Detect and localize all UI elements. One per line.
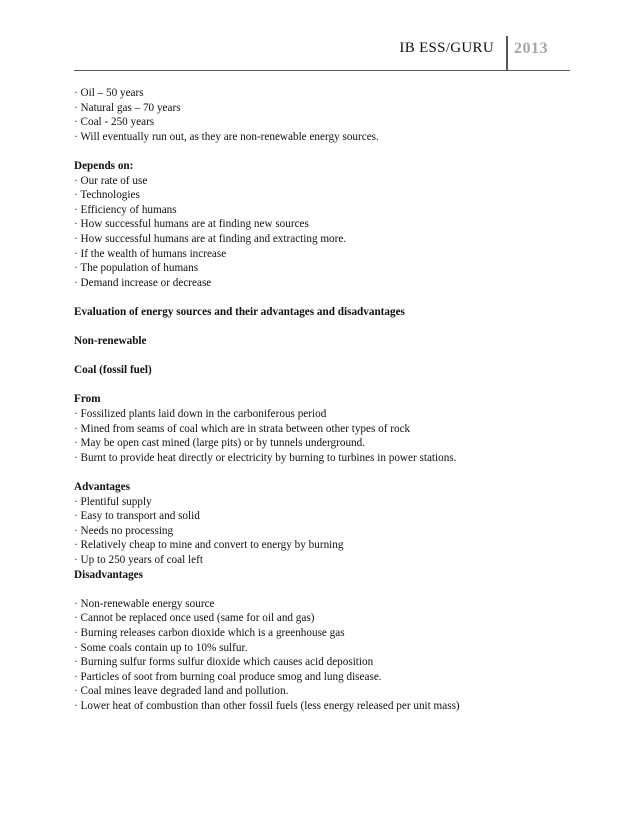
section-heading: Depends on: (74, 159, 134, 172)
bullet-line: · Demand increase or decrease (74, 276, 212, 289)
section-heading: Advantages (74, 481, 130, 494)
bullet-line: · Plentiful supply (74, 495, 152, 508)
section-heading: From (74, 393, 101, 406)
bullet-line: · Particles of soot from burning coal produce smog and lung disease. (74, 670, 382, 683)
bullet-line: · Some coals contain up to 10% sulfur. (74, 641, 248, 654)
paragraph-gap (74, 378, 574, 393)
bullet-line: · How successful humans are at finding new sources (74, 218, 309, 231)
header-title: IB ESS/GURU (399, 40, 494, 56)
bullet-line: · Coal - 250 years (74, 116, 155, 129)
section-heading: Coal (fossil fuel) (74, 364, 152, 377)
header-separator (506, 36, 508, 70)
bullet-line: · Cannot be replaced once used (same for oil and gas) (74, 612, 315, 625)
bullet-line: · If the wealth of humans increase (74, 247, 227, 260)
section-heading: Non-renewable (74, 335, 147, 348)
paragraph-gap (74, 290, 574, 305)
bullet-line: · How successful humans are at finding and extracting more. (74, 232, 347, 245)
bullet-line: · Efficiency of humans (74, 203, 177, 216)
paragraph-gap (74, 465, 574, 480)
paragraph-gap (74, 349, 574, 364)
bullet-line: · Technologies (74, 189, 140, 202)
header-year: 2013 (514, 40, 548, 57)
bullet-line: · Fossilized plants laid down in the carboniferous period (74, 408, 327, 421)
document-body (74, 86, 574, 714)
bullet-line: · Non-renewable energy source (74, 597, 215, 610)
bullet-line: · Burning releases carbon dioxide which is a greenhouse gas (74, 626, 345, 639)
bullet-line: · Burning sulfur forms sulfur dioxide which causes acid deposition (74, 656, 374, 669)
bullet-line: · May be open cast mined (large pits) or by tunnels underground. (74, 437, 366, 450)
bullet-line: · Natural gas – 70 years (74, 101, 181, 114)
bullet-line: · Oil – 50 years (74, 87, 144, 99)
bullet-line: · Will eventually run out, as they are non-renewable energy sources. (74, 130, 379, 143)
header-rule (74, 70, 570, 71)
bullet-line: · Our rate of use (74, 174, 148, 187)
bullet-line: · Mined from seams of coal which are in strata between other types of rock (74, 422, 411, 435)
paragraph-gap (74, 582, 574, 597)
bullet-line: · Burnt to provide heat directly or electricity by burning to turbines in power stations. (74, 451, 457, 464)
section-heading: Evaluation of energy sources and their advantages and disadvantages (74, 305, 405, 318)
bullet-line: · Easy to transport and solid (74, 510, 200, 523)
bullet-line: · Up to 250 years of coal left (74, 554, 203, 566)
bullet-line: · Coal mines leave degraded land and pollution. (74, 685, 289, 698)
paragraph-gap (74, 320, 574, 335)
bullet-line: · Relatively cheap to mine and convert to energy by burning (74, 539, 344, 552)
paragraph-gap (74, 144, 574, 159)
bullet-line: · Needs no processing (74, 524, 174, 537)
bullet-line: · Lower heat of combustion than other fossil fuels (less energy released per unit mass) (74, 699, 460, 712)
page-header (0, 36, 570, 72)
bullet-line: · The population of humans (74, 262, 199, 275)
section-heading: Disadvantages (74, 568, 143, 581)
